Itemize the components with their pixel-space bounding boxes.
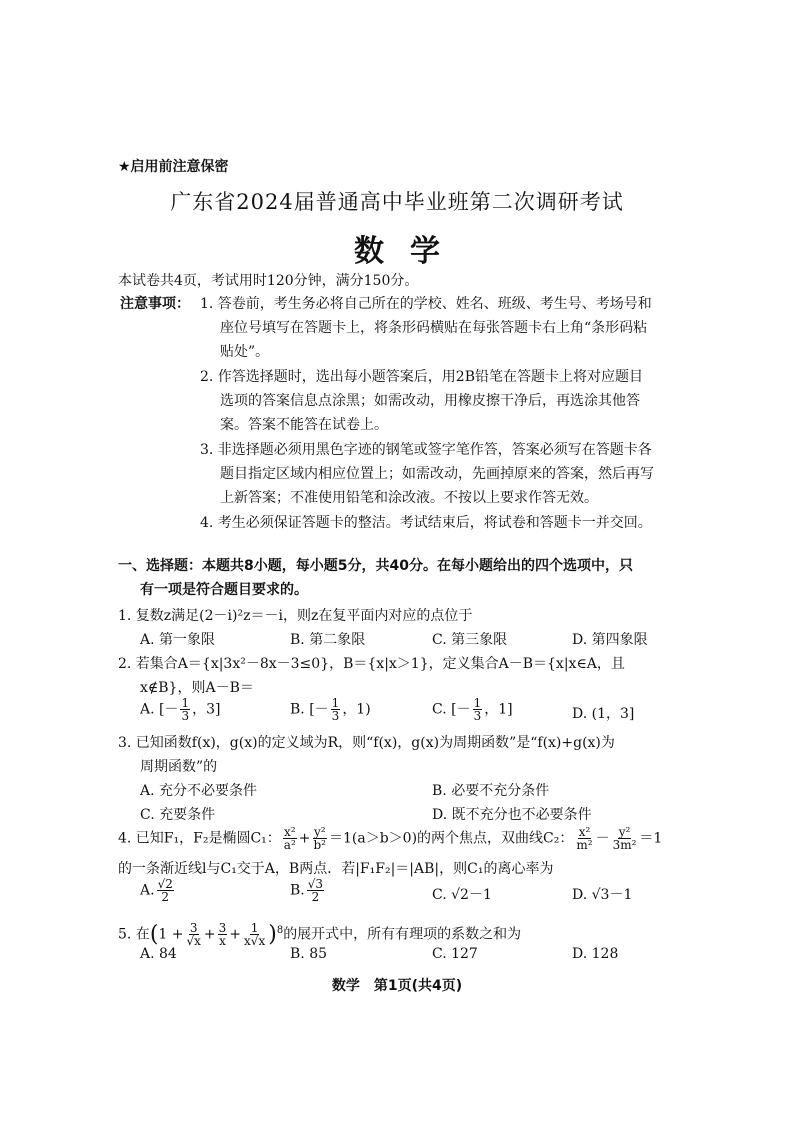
q5-option-d: D. 128 bbox=[572, 946, 619, 962]
q1-option-c: C. 第三象限 bbox=[432, 632, 508, 648]
q5-stem: 5. 在(1 + $\frac{3}{√x}$ + $\frac{3}{x}$ + $\frac{1}{x√x}$ )$^8$的展开式中，所有有理项的系数之和为 bbox=[118, 921, 522, 948]
q5-option-a: A. 84 bbox=[140, 946, 177, 962]
note-1-line-1: 1. 答卷前，考生务必将自己所在的学校、姓名、班级、考生号、考场号和 bbox=[200, 296, 652, 312]
fraction: $\frac{\text{y²}}{\text{3m²}}$ bbox=[612, 825, 637, 852]
exponent: 8 bbox=[276, 924, 284, 936]
fraction: $\frac{1}{3}$ bbox=[181, 696, 190, 723]
fraction: $\frac{\text{x²}}{\text{m²}}$ bbox=[576, 825, 593, 852]
fraction: $\frac{√3}{2}$ bbox=[307, 877, 324, 904]
note-2-line-3: 案。答案不能答在试卷上。 bbox=[220, 417, 388, 433]
q2-stem-line-1: 2. 若集合A＝{x|3x²－8x－3≤0}，B＝{x|x＞1}，定义集合A－B＝{x|x∈A，且 bbox=[118, 656, 625, 672]
q2-stem-line-2: x∉B}，则A－B＝ bbox=[140, 680, 254, 696]
fraction: $\frac{1}{3}$ bbox=[473, 696, 482, 723]
q4-option-a: A. $\frac{√2}{2}$ bbox=[140, 877, 173, 904]
note-2-line-1: 2. 作答选择题时，选出每小题答案后，用2B铅笔在答题卡上将对应题目 bbox=[200, 369, 644, 385]
q4-stem-line-1: 4. 已知F₁，F₂是椭圆C₁： $\frac{\text{x²}}{\text{a²}}$ + $\frac{\text{y²}}{\text{b²}}$ ＝1(a＞b＞0)的两个焦点，双曲线C₂： $\frac{\text{x²}}{\text{m²}}$ － $\frac{\text{y²}}{\text{3m²}}$ ＝1 bbox=[118, 825, 663, 852]
note-3-line-3: 上新答案；不准使用铅笔和涂改液。不按以上要求作答无效。 bbox=[220, 490, 598, 506]
q5-option-b: B. 85 bbox=[290, 946, 328, 962]
fraction: $\frac{\text{y²}}{\text{b²}}$ bbox=[313, 825, 326, 852]
note-3-line-2: 题目指定区域内相应位置上；如需改动，先画掉原来的答案，然后再写 bbox=[220, 466, 654, 482]
q3-option-c: C. 充要条件 bbox=[140, 807, 216, 823]
section1-heading: 一、选择题：本题共8小题，每小题5分，共40分。在每小题给出的四个选项中，只 bbox=[118, 558, 633, 574]
q2-option-d: D. (1，3] bbox=[572, 706, 635, 722]
q4-option-b: B. $\frac{√3}{2}$ bbox=[290, 877, 324, 904]
fraction: $\frac{1}{x√x}$ bbox=[244, 921, 266, 948]
note-3-line-1: 3. 非选择题必须用黑色字迹的钢笔或签字笔作答，答案必须写在答题卡各 bbox=[200, 442, 652, 458]
confidential-mark: ★启用前注意保密 bbox=[118, 159, 229, 175]
q4-option-c: C. √2－1 bbox=[432, 887, 492, 903]
q1-option-d: D. 第四象限 bbox=[572, 632, 648, 648]
note-1-line-2: 座位号填写在答题卡上，将条形码横贴在每张答题卡右上角“条形码粘 bbox=[220, 320, 648, 336]
note-4-line-1: 4. 考生必须保证答题卡的整洁。考试结束后，将试卷和答题卡一并交回。 bbox=[200, 515, 652, 531]
fraction: $\frac{3}{√x}$ bbox=[186, 921, 201, 948]
q2-option-a: A. [－ $\frac{1}{3}$ ，3] bbox=[140, 696, 221, 723]
fraction: $\frac{1}{3}$ bbox=[331, 696, 340, 723]
fraction: $\frac{√2}{2}$ bbox=[157, 877, 173, 904]
q1-option-a: A. 第一象限 bbox=[140, 632, 216, 648]
exam-intro: 本试卷共4页，考试用时120分钟，满分150分。 bbox=[118, 273, 419, 289]
q3-stem-line-2: 周期函数”的 bbox=[140, 759, 218, 775]
q3-option-a: A. 充分不必要条件 bbox=[140, 783, 258, 799]
q3-option-d: D. 既不充分也不必要条件 bbox=[432, 807, 592, 823]
notes-label: 注意事项： bbox=[120, 296, 190, 312]
section1-heading-cont: 有一项是符合题目要求的。 bbox=[140, 582, 308, 598]
q2-option-c: C. [－ $\frac{1}{3}$ ，1] bbox=[432, 696, 513, 723]
q2-option-b: B. [－ $\frac{1}{3}$ ，1) bbox=[290, 696, 371, 723]
q1-stem: 1. 复数z满足(2－i)²z＝－i，则z在复平面内对应的点位于 bbox=[118, 608, 473, 624]
q3-stem-line-1: 3. 已知函数f(x)，g(x)的定义域为R，则“f(x)，g(x)为周期函数”是“f(x)+g(x)为 bbox=[118, 735, 615, 751]
fraction: $\frac{\text{x²}}{\text{a²}}$ bbox=[283, 825, 296, 852]
note-1-line-3: 贴处”。 bbox=[220, 344, 270, 360]
q5-option-c: C. 127 bbox=[432, 946, 478, 962]
subject-title: 数学 bbox=[354, 234, 466, 269]
fraction: $\frac{3}{x}$ bbox=[218, 921, 227, 948]
q3-option-b: B. 必要不充分条件 bbox=[432, 783, 550, 799]
note-2-line-2: 选项的答案信息点涂黑；如需改动，用橡皮擦干净后，再选涂其他答 bbox=[220, 393, 640, 409]
page-footer: 数学 第1页(共4页) bbox=[331, 978, 463, 994]
q4-stem-line-2: 的一条渐近线l与C₁交于A，B两点．若|F₁F₂|＝|AB|，则C₁的离心率为 bbox=[118, 861, 554, 877]
q1-option-b: B. 第二象限 bbox=[290, 632, 366, 648]
q4-option-d: D. √3－1 bbox=[572, 887, 633, 903]
exam-title: 广东省2024届普通高中毕业班第二次调研考试 bbox=[170, 190, 624, 214]
